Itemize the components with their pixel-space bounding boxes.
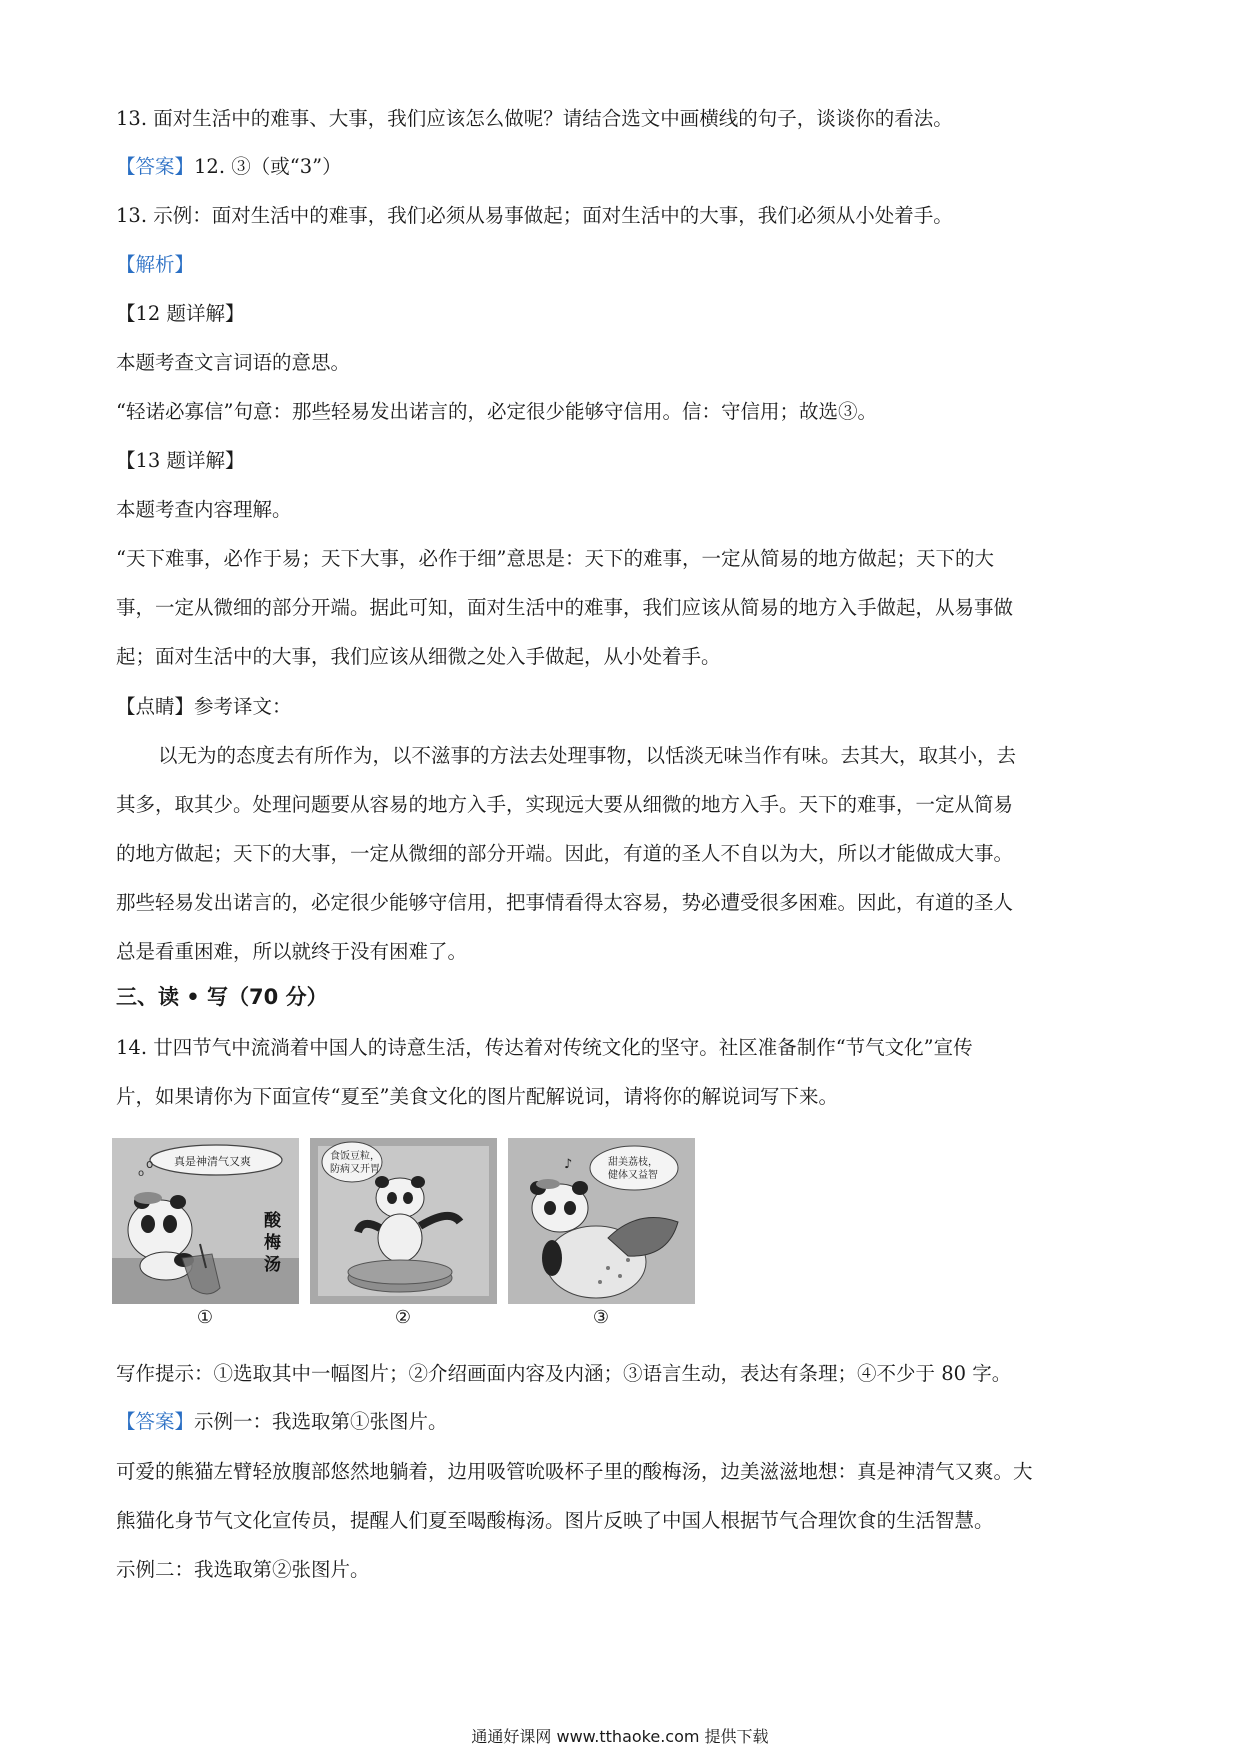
answer-12 — [116, 154, 342, 180]
answer-14-example1 — [116, 1409, 448, 1435]
picture-1-side-label: 酸梅汤 — [264, 1211, 281, 1275]
question-14-line1: 14. 廿四节气中流淌着中国人的诗意生活，传达着对传统文化的坚守。社区准备制作“节气文化”宣传 — [116, 1036, 973, 1059]
picture-label-1: ① — [196, 1307, 214, 1328]
question-13: 13. 面对生活中的难事、大事，我们应该怎么做呢？请结合选文中画横线的句子，谈谈你的看法。 — [116, 107, 953, 130]
detail-12-heading: 【12 题详解】 — [116, 302, 245, 325]
detail-13-line2: “天下难事，必作于易；天下大事，必作于细”意思是：天下的难事，一定从简易的地方做起；天下的大 — [116, 547, 994, 570]
picture-1 — [112, 1138, 299, 1304]
page-footer: 通通好课网 www.tthaoke.com 提供下载 — [471, 1727, 769, 1746]
picture-3-bubble-line1: 甜美荔枝， — [608, 1157, 658, 1168]
translation-line1: 以无为的态度去有所作为，以不滋事的方法去处理事物，以恬淡无味当作有味。去其大，取其小，去 — [158, 744, 1017, 767]
svg-text:o: o — [138, 1168, 145, 1179]
picture-2 — [310, 1138, 497, 1304]
picture-label-3: ③ — [592, 1307, 610, 1328]
answer-14-tag: 【答案】 — [116, 1410, 195, 1433]
panda-bean-cake-illustration — [310, 1138, 497, 1304]
translation-line4: 那些轻易发出诺言的，必定很少能够守信用，把事情看得太容易，势必遭受很多困难。因此，有道的圣人 — [116, 891, 1014, 914]
picture-label-2: ② — [394, 1307, 412, 1328]
detail-13-heading: 【13 题详解】 — [116, 449, 245, 472]
analysis-tag: 【解析】 — [116, 253, 195, 276]
svg-text:♪: ♪ — [564, 1157, 573, 1172]
picture-1-bubble: 真是神清气又爽 — [174, 1155, 251, 1168]
answer-13: 13. 示例：面对生活中的难事，我们必须从易事做起；面对生活中的大事，我们必须从小处着手。 — [116, 204, 953, 227]
writing-tips: 写作提示：①选取其中一幅图片；②介绍画面内容及内涵；③语言生动，表达有条理；④不少于 80 字。 — [116, 1362, 1012, 1385]
detail-13-line1: 本题考查内容理解。 — [116, 498, 292, 521]
detail-13-line3: 事，一定从微细的部分开端。据此可知，面对生活中的难事，我们应该从简易的地方入手做起，从易事做 — [116, 596, 1014, 619]
detail-12-line1: 本题考查文言词语的意思。 — [116, 351, 351, 374]
picture-2-bubble-line2: 防病又开胃 — [330, 1164, 380, 1175]
picture-2-bubble-line1: 食饭豆粒， — [330, 1151, 380, 1162]
translation-line3: 的地方做起；天下的大事，一定从微细的部分开端。因此，有道的圣人不自以为大，所以才能做成大事。 — [116, 842, 1014, 865]
answer-14-body-line1: 可爱的熊猫左臂轻放腹部悠然地躺着，边用吸管吮吸杯子里的酸梅汤，边美滋滋地想：真是神清气又爽。大 — [116, 1460, 1033, 1483]
translation-line2: 其多，取其少。处理问题要从容易的地方入手，实现远大要从细微的地方入手。天下的难事，一定从简易 — [116, 793, 1014, 816]
detail-12-line2: “轻诺必寡信”句意：那些轻易发出诺言的，必定很少能够守信用。信：守信用；故选③。 — [116, 400, 877, 423]
answer-12-text: 12. ③（或“3”） — [194, 155, 342, 178]
picture-3-bubble-line2: 健体又益智 — [608, 1170, 658, 1181]
translation-line5: 总是看重困难，所以就终于没有困难了。 — [116, 940, 468, 963]
answer-14-example1-text: 示例一：我选取第①张图片。 — [194, 1410, 448, 1433]
answer-14-body-line2: 熊猫化身节气文化宣传员，提醒人们夏至喝酸梅汤。图片反映了中国人根据节气合理饮食的生活智慧。 — [116, 1509, 994, 1532]
answer-14-example2: 示例二：我选取第②张图片。 — [116, 1558, 370, 1581]
question-14-line2: 片，如果请你为下面宣传“夏至”美食文化的图片配解说词，请将你的解说词写下来。 — [116, 1085, 838, 1108]
panda-sour-plum-drink-illustration — [112, 1138, 299, 1304]
picture-3 — [508, 1138, 695, 1304]
panda-lychee-illustration — [508, 1138, 695, 1304]
section-3-heading: 三、读 • 写（70 分） — [116, 985, 328, 1009]
detail-13-line4: 起；面对生活中的大事，我们应该从细微之处入手做起，从小处着手。 — [116, 645, 721, 668]
answer-tag: 【答案】 — [116, 155, 195, 178]
svg-text:o: o — [146, 1157, 154, 1171]
dianjing-heading: 【点睛】参考译文： — [116, 695, 292, 718]
